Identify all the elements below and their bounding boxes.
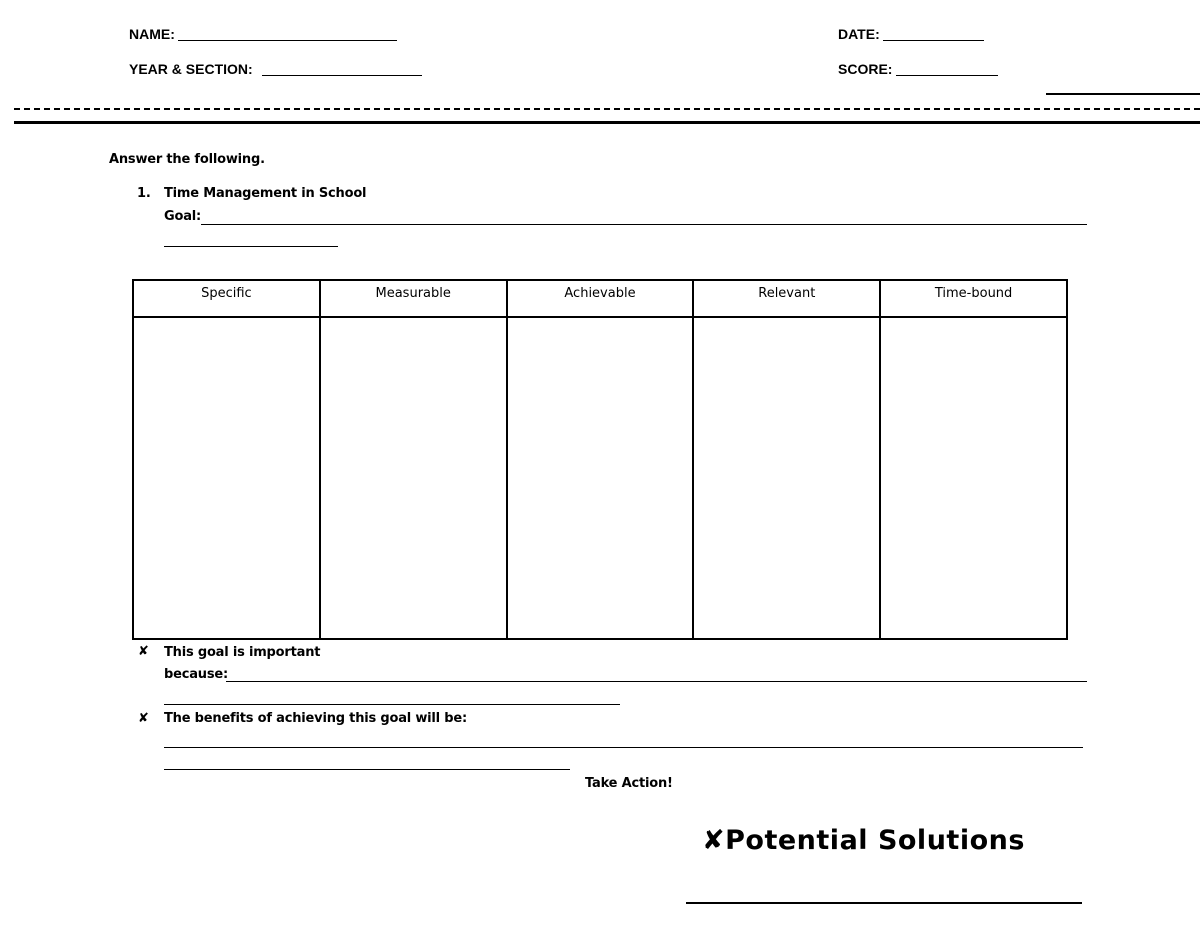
col-time-bound: Time-bound — [880, 280, 1067, 317]
item-title: Time Management in School — [164, 186, 367, 201]
smart-goal-table — [132, 279, 1068, 640]
name-field-line[interactable] — [178, 40, 397, 41]
benefits-label: The benefits of achieving this goal will be: — [164, 711, 467, 726]
solid-divider — [14, 121, 1200, 124]
x-mark-icon: ✘ — [702, 825, 726, 856]
cell-achievable[interactable] — [507, 317, 694, 639]
potential-solutions-label: Potential Solutions — [725, 825, 1025, 856]
goal-label: Goal: — [164, 209, 202, 224]
potential-solutions-heading — [702, 825, 1025, 856]
take-action-label: Take Action! — [585, 776, 673, 791]
importance-line-1[interactable] — [226, 681, 1087, 682]
short-rule-top-right — [1046, 93, 1200, 95]
cell-time-bound[interactable] — [880, 317, 1067, 639]
benefits-line-1[interactable] — [164, 747, 1083, 748]
col-relevant: Relevant — [693, 280, 880, 317]
cell-specific[interactable] — [133, 317, 320, 639]
cell-relevant[interactable] — [693, 317, 880, 639]
score-label: SCORE: — [838, 61, 893, 77]
x-mark-icon: ✘ — [138, 711, 149, 726]
col-specific: Specific — [133, 280, 320, 317]
goal-line-1[interactable] — [201, 224, 1087, 225]
dashed-divider — [14, 108, 1200, 110]
col-measurable: Measurable — [320, 280, 507, 317]
benefits-line-2[interactable] — [164, 769, 570, 770]
score-field-line[interactable] — [896, 75, 998, 76]
cell-measurable[interactable] — [320, 317, 507, 639]
potential-solutions-line[interactable] — [686, 902, 1082, 904]
because-label: because: — [164, 667, 229, 682]
name-label: NAME: — [129, 26, 175, 42]
item-number: 1. — [137, 186, 151, 201]
year-section-field-line[interactable] — [262, 75, 422, 76]
col-achievable: Achievable — [507, 280, 694, 317]
importance-label: This goal is important — [164, 645, 321, 660]
table-header-row — [133, 280, 1067, 317]
year-section-label: YEAR & SECTION: — [129, 61, 253, 77]
importance-line-2[interactable] — [164, 704, 620, 705]
date-field-line[interactable] — [883, 40, 984, 41]
date-label: DATE: — [838, 26, 880, 42]
goal-line-2[interactable] — [164, 246, 338, 247]
x-mark-icon: ✘ — [138, 644, 149, 659]
instructions-text: Answer the following. — [109, 152, 265, 167]
table-row — [133, 317, 1067, 639]
